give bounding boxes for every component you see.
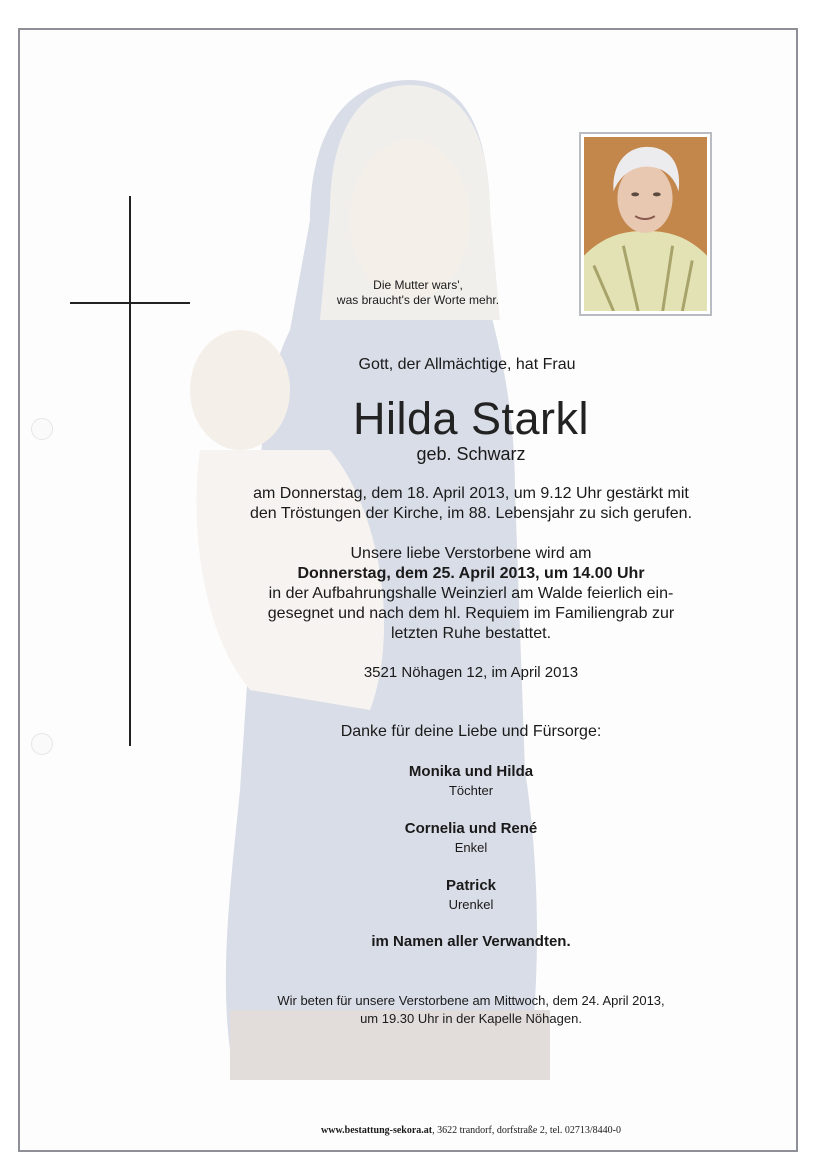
death-notice: am Donnerstag, dem 18. April 2013, um 9.12 Uhr gestärkt mit den Tröstungen der Kirche, im 88. Lebensjahr zu sich gerufen. [249, 485, 693, 522]
cross-horizontal-beam [70, 302, 190, 304]
mourner-relation: Urenkel [448, 897, 494, 912]
mourner-names: Patrick [445, 877, 497, 894]
prayer-notice: Wir beten für unsere Verstorbene am Mittwoch, dem 24. April 2013, um 19.30 Uhr in der Kapelle Nöhagen. [277, 993, 665, 1026]
punch-hole [31, 733, 53, 755]
mourner-names: Cornelia und René [404, 820, 538, 837]
thanks-line: Danke für deine Liebe und Fürsorge: [340, 723, 602, 740]
intro-text: Gott, der Allmächtige, hat Frau [358, 356, 576, 373]
mourner-relation: Enkel [454, 840, 488, 855]
funeral-date: Donnerstag, dem 25. April 2013, um 14.00 Uhr [297, 565, 645, 582]
place-date: 3521 Nöhagen 12, im April 2013 [363, 664, 579, 681]
footer-contact: www.bestattung-sekora.at, 3622 trandorf, dorfstraße 2, tel. 02713/8440-0 [321, 1125, 621, 1136]
quote: Die Mutter wars', was braucht's der Worte mehr. [336, 278, 500, 307]
footer-website-link[interactable]: www.bestattung-sekora.at [321, 1125, 433, 1136]
closing-line: im Namen aller Verwandten. [371, 933, 571, 950]
deceased-name: Hilda Starkl [352, 393, 590, 444]
mourner-relation: Töchter [448, 783, 494, 798]
punch-hole [31, 418, 53, 440]
portrait-photo [579, 132, 712, 316]
maiden-name: geb. Schwarz [416, 444, 526, 464]
mourner-names: Monika und Hilda [408, 763, 534, 780]
funeral-details: Unsere liebe Verstorbene wird am Donnerstag, dem 25. April 2013, um 14.00 Uhr in der Aufbahrungshalle Weinzierl am Walde feierlich ein- gesegnet und nach dem hl. Requiem im Familiengrab zur letzten Ruhe bestattet. [58, 544, 826, 644]
